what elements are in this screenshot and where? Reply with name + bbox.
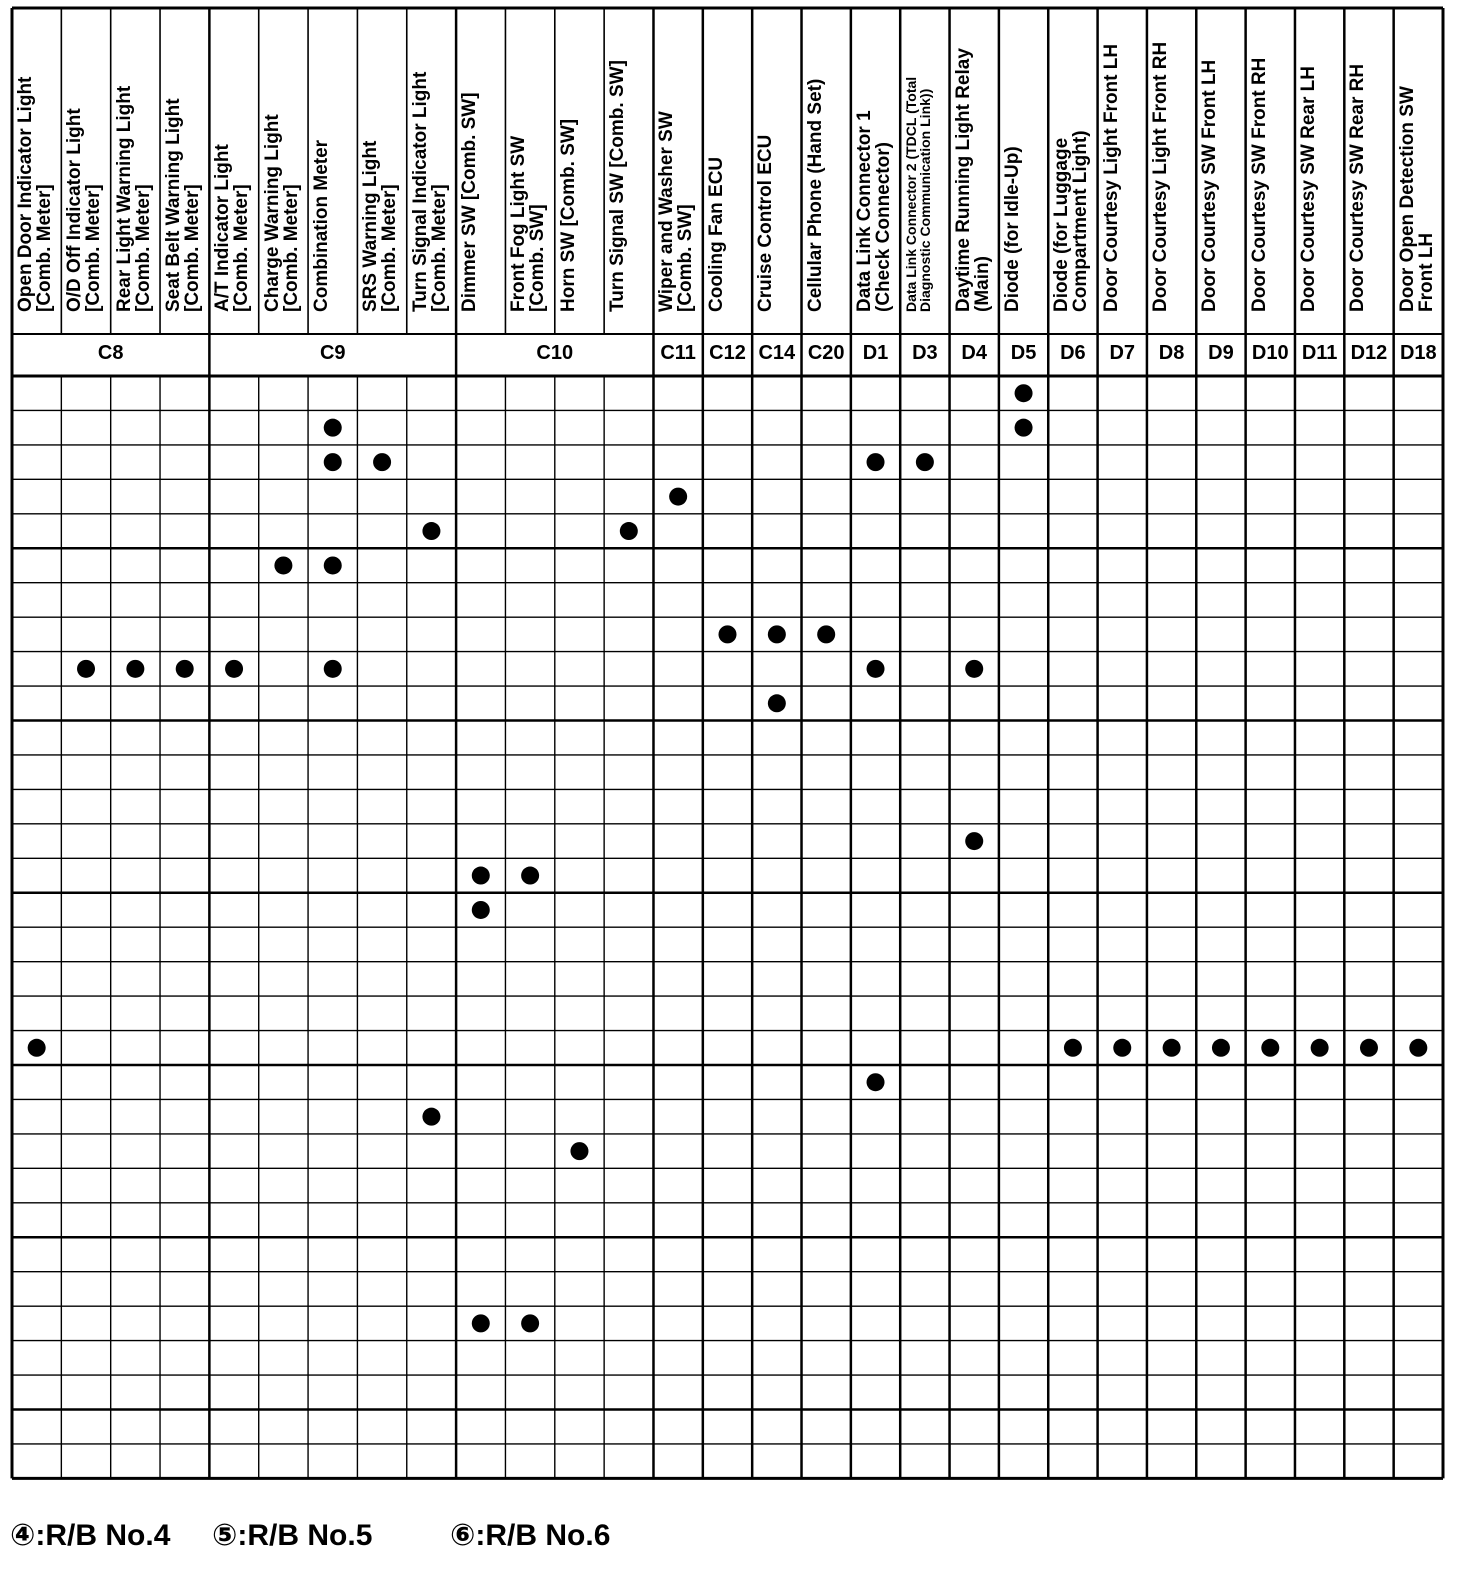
connection-dot: [965, 660, 983, 678]
column-header: [459, 92, 481, 313]
column-header-label: Horn SW [Comb. SW]: [557, 118, 579, 312]
column-header-label: Data Link Connector 2 (TDCL (Total Diagnostic Communication Link)): [903, 76, 934, 312]
column-header-label: Door Courtesy SW Rear LH: [1297, 66, 1319, 312]
column-header: [1149, 41, 1171, 313]
connection-dot: [1261, 1039, 1279, 1057]
connector-code: D4: [961, 342, 987, 364]
connection-dot: [274, 556, 292, 574]
column-header-label: Cooling Fan ECU: [705, 156, 727, 312]
column-header-label: O/D Off Indicator Light [Comb. Meter]: [64, 108, 105, 312]
column-header-label: Cruise Control ECU: [755, 134, 777, 312]
column-header-label: Charge Warning Light [Comb. Meter]: [261, 114, 302, 312]
column-header-label: SRS Warning Light [Comb. Meter]: [360, 140, 401, 312]
connection-dot: [324, 453, 342, 471]
connection-dot: [916, 453, 934, 471]
column-header-label: Dimmer SW [Comb. SW]: [459, 92, 481, 312]
connection-dot: [1163, 1039, 1181, 1057]
connection-dot: [867, 1073, 885, 1091]
connector-code: C9: [319, 342, 346, 364]
connection-dot: [472, 867, 490, 885]
column-header-label: Front Fog Light SW [Comb. SW]: [508, 135, 549, 312]
connector-code: C8: [97, 342, 124, 364]
connection-dot: [965, 832, 983, 850]
connection-dot: [570, 1142, 588, 1160]
column-header: [64, 108, 105, 313]
legend-rb5-text: :R/B No.5: [237, 1519, 373, 1552]
column-header-label: Diode (for Luggage Compartment Light): [1051, 130, 1092, 312]
connector-code: D10: [1251, 342, 1289, 364]
connection-dot: [422, 522, 440, 540]
legend-rb6-symbol: ⑥: [450, 1519, 476, 1552]
column-header: [705, 156, 727, 313]
connection-dot: [1064, 1039, 1082, 1057]
column-header-label: Wiper and Washer SW [Comb. SW]: [656, 111, 697, 312]
column-header: [113, 85, 154, 313]
connection-dot: [521, 1314, 539, 1332]
connector-code: D9: [1208, 342, 1234, 364]
column-header: [607, 60, 629, 313]
connection-dot: [1311, 1039, 1329, 1057]
connector-code: D5: [1010, 342, 1037, 364]
column-header-label: Turn Signal Indicator Light [Comb. Meter]: [409, 71, 450, 312]
column-header: [656, 111, 697, 313]
connector-code: D11: [1301, 342, 1338, 364]
connection-dot: [1360, 1039, 1378, 1057]
connection-dot: [324, 419, 342, 437]
connection-dot: [1409, 1039, 1427, 1057]
column-header: [15, 76, 55, 313]
connector-code: D12: [1350, 342, 1388, 364]
column-header-label: A/T Indicator Light [Comb. Meter]: [212, 144, 253, 312]
column-header-label: Rear Light Warning Light [Comb. Meter]: [113, 85, 154, 312]
column-header: [409, 71, 450, 313]
connector-code: D6: [1060, 342, 1086, 364]
column-header-label: Door Courtesy SW Rear RH: [1347, 63, 1369, 312]
connection-dot: [620, 522, 638, 540]
column-header: [1001, 146, 1023, 313]
connection-dot: [867, 453, 885, 471]
connection-dot: [1015, 419, 1033, 437]
connection-dot: [719, 625, 737, 643]
column-header-label: Door Courtesy SW Front RH: [1248, 57, 1270, 312]
connection-dot: [669, 488, 687, 506]
connection-dot: [422, 1108, 440, 1126]
column-header-label: Door Open Detection SW Front LH: [1396, 86, 1437, 312]
column-header: [755, 134, 777, 313]
column-header: [804, 78, 826, 313]
column-header-label: Open Door Indicator Light [Comb. Meter]: [15, 76, 55, 312]
connection-dot: [1015, 384, 1033, 402]
connection-dot: [472, 1314, 490, 1332]
column-header-label: Door Courtesy Light Front LH: [1100, 43, 1122, 312]
column-header: [1297, 66, 1319, 313]
column-header-label: Turn Signal SW [Comb. SW]: [607, 60, 629, 312]
connection-dot: [817, 625, 835, 643]
connection-dot: [472, 901, 490, 919]
connection-dot: [768, 625, 786, 643]
column-header: [952, 48, 993, 313]
connection-dot: [126, 660, 144, 678]
column-header-label: Daytime Running Light Relay (Main): [952, 48, 993, 312]
connection-dot: [324, 556, 342, 574]
connection-dot: [521, 867, 539, 885]
legend-rb6: [450, 1518, 610, 1553]
column-header-label: Door Courtesy Light Front RH: [1149, 41, 1171, 312]
column-header: [261, 114, 302, 313]
legend-rb4: [10, 1518, 170, 1553]
column-header: [1199, 59, 1221, 313]
legend-rb4-symbol: ④: [10, 1519, 36, 1552]
connection-dot: [176, 660, 194, 678]
connector-code: C14: [758, 342, 796, 364]
connector-code: D7: [1109, 342, 1136, 364]
column-header: [1100, 43, 1122, 313]
connection-dot: [1212, 1039, 1230, 1057]
connector-code: D18: [1399, 342, 1437, 364]
connector-code: D8: [1158, 342, 1185, 364]
column-header-label: Combination Meter: [311, 139, 333, 312]
connection-dot: [1113, 1039, 1131, 1057]
column-header: [212, 144, 253, 313]
connection-dot: [373, 453, 391, 471]
connector-code: C20: [807, 342, 845, 364]
column-header-label: Data Link Connector 1 (Check Connector): [853, 110, 894, 312]
column-header: [903, 76, 934, 313]
column-header-label: Door Courtesy SW Front LH: [1199, 59, 1221, 312]
column-header: [360, 140, 401, 313]
connector-code: C10: [536, 342, 574, 364]
connection-dot: [28, 1039, 46, 1057]
column-header: [311, 139, 333, 313]
connection-dot: [768, 694, 786, 712]
column-header: [1051, 130, 1092, 313]
legend-rb5-symbol: ⑤: [212, 1519, 238, 1552]
legend-rb6-text: :R/B No.6: [475, 1519, 611, 1552]
connector-code: D1: [862, 342, 889, 364]
column-header-label: Diode (for Idle-Up): [1001, 146, 1023, 312]
legend-rb4-text: :R/B No.4: [35, 1519, 171, 1552]
column-header: [508, 135, 549, 313]
column-header-label: Seat Belt Warning Light [Comb. Meter]: [163, 98, 204, 312]
column-header: [557, 118, 579, 313]
connection-dot: [324, 660, 342, 678]
column-header: [163, 98, 204, 313]
column-header: [1396, 86, 1437, 313]
connection-dot: [867, 660, 885, 678]
connection-dot: [225, 660, 243, 678]
connector-code: C11: [660, 342, 696, 364]
connector-code: C12: [709, 342, 746, 364]
connection-dot: [77, 660, 95, 678]
column-header: [853, 110, 894, 313]
column-header-label: Cellular Phone (Hand Set): [804, 78, 826, 312]
column-header: [1347, 63, 1369, 313]
column-header: [1248, 57, 1270, 313]
connector-code: D3: [912, 342, 938, 364]
legend-rb5: [212, 1518, 372, 1553]
